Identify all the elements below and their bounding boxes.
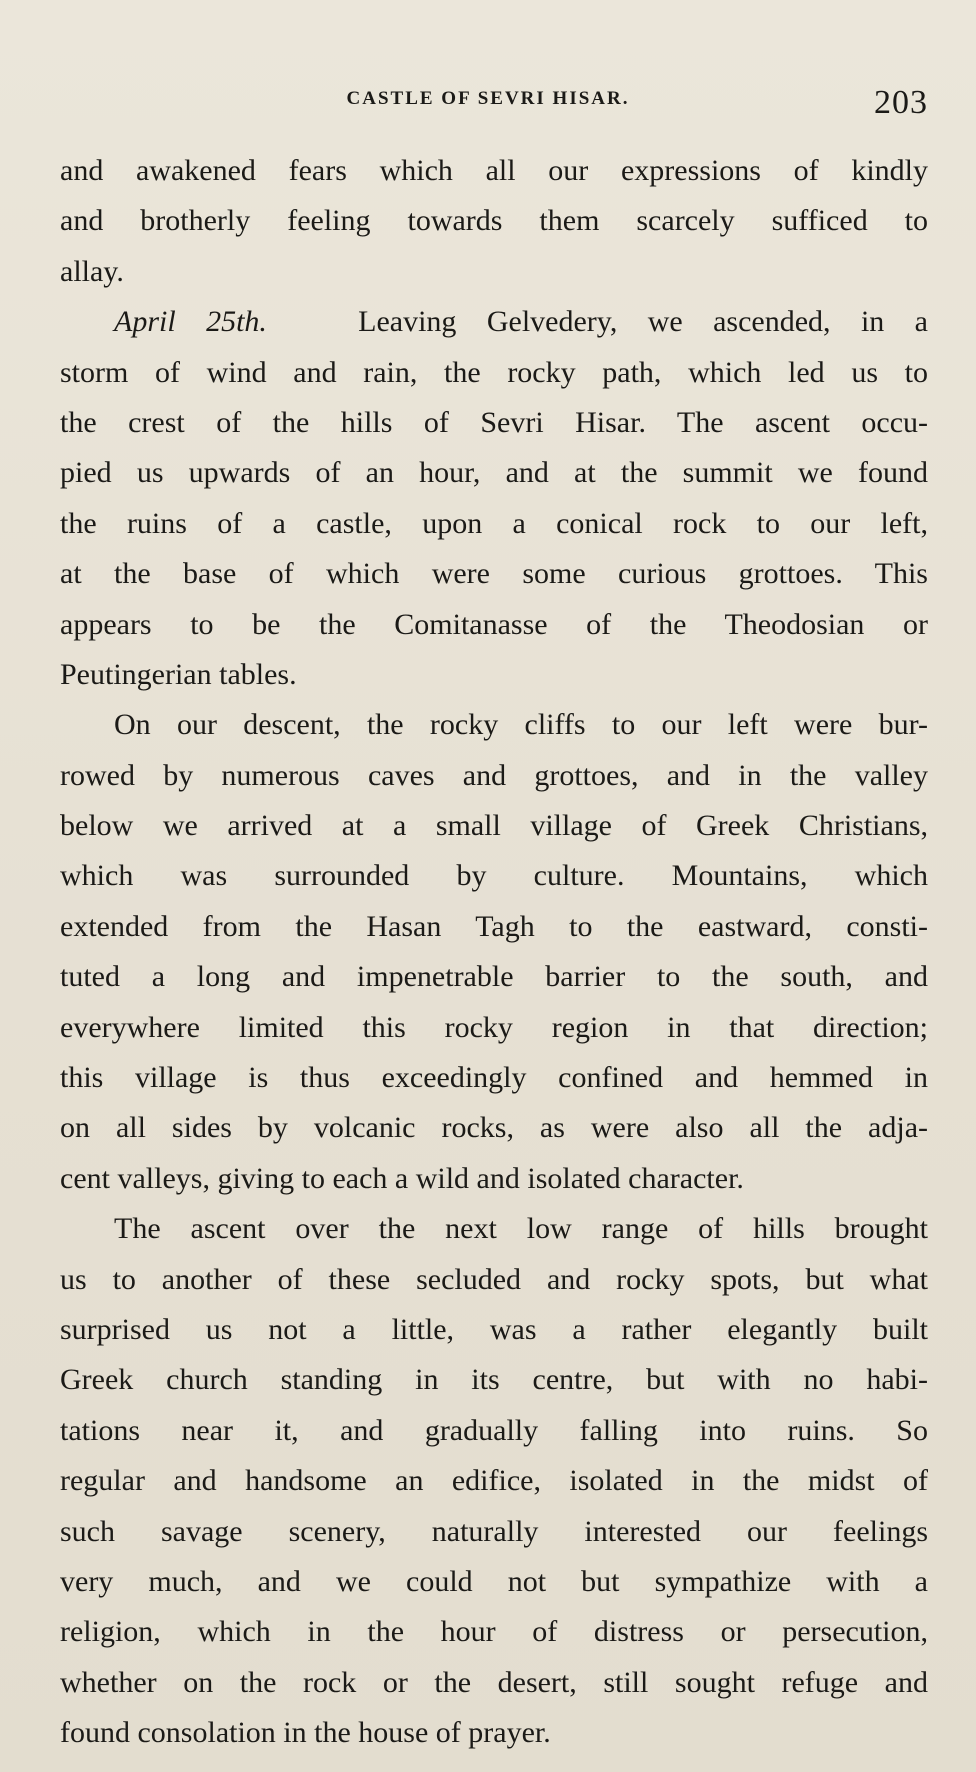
text-line: the ruins of a castle, upon a conical rock to our left, bbox=[60, 506, 928, 540]
body-text bbox=[60, 146, 928, 1759]
text-line: whether on the rock or the desert, still sought refuge and bbox=[60, 1665, 928, 1699]
text-line: extended from the Hasan Tagh to the eastward, consti- bbox=[60, 909, 928, 943]
text-line: and brotherly feeling towards them scarcely sufficed to bbox=[60, 204, 928, 238]
text-line: very much, and we could not but sympathize with a bbox=[60, 1564, 928, 1598]
page-number: 203 bbox=[874, 84, 928, 121]
text-line: this village is thus exceedingly confined and hemmed in bbox=[60, 1061, 928, 1095]
text-line: and awakened fears which all our expressions of kindly bbox=[60, 154, 928, 187]
paragraph bbox=[60, 146, 928, 297]
text-line: tuted a long and impenetrable barrier to the south, and bbox=[60, 960, 928, 994]
text-line: The ascent over the next low range of hills brought bbox=[114, 1212, 928, 1246]
text-line: cent valleys, giving to each a wild and isolated character. bbox=[60, 1161, 744, 1195]
text-line: which was surrounded by culture. Mountains, which bbox=[60, 859, 928, 893]
text-line: such savage scenery, naturally interested our feelings bbox=[60, 1514, 928, 1548]
text-line: us to another of these secluded and rocky spots, but what bbox=[60, 1262, 928, 1296]
text-line: regular and handsome an edifice, isolated in the midst of bbox=[60, 1464, 928, 1498]
text-line: surprised us not a little, was a rather elegantly built bbox=[60, 1312, 928, 1346]
text-line: on all sides by volcanic rocks, as were also all the adja- bbox=[60, 1111, 928, 1145]
text-fragment: Leaving Gelvedery, we ascended, in a bbox=[358, 305, 929, 339]
text-line bbox=[60, 297, 928, 347]
text-line: religion, which in the hour of distress or persecution, bbox=[60, 1615, 928, 1649]
text-line: at the base of which were some curious grottoes. This bbox=[60, 557, 928, 591]
page-header bbox=[0, 84, 976, 124]
text-line: below we arrived at a small village of Greek Christians, bbox=[60, 809, 928, 843]
text-line: Peutingerian tables. bbox=[60, 657, 297, 691]
text-line: tations near it, and gradually falling into ruins. So bbox=[60, 1413, 928, 1447]
text-line: storm of wind and rain, the rocky path, which led us to bbox=[60, 355, 928, 389]
dateline: April 25th. bbox=[114, 305, 267, 339]
paragraph bbox=[60, 700, 928, 1204]
text-line: allay. bbox=[60, 254, 124, 288]
paragraph bbox=[60, 1204, 928, 1758]
text-line: On our descent, the rocky cliffs to our left were bur- bbox=[114, 708, 928, 742]
paragraph bbox=[60, 297, 928, 700]
text-line: found consolation in the house of prayer. bbox=[60, 1716, 551, 1750]
running-head: CASTLE OF SEVRI HISAR. bbox=[346, 88, 630, 109]
text-line: the crest of the hills of Sevri Hisar. The ascent occu- bbox=[60, 405, 928, 439]
text-line: appears to be the Comitanasse of the Theodosian or bbox=[60, 607, 928, 641]
text-line: rowed by numerous caves and grottoes, and in the valley bbox=[60, 758, 928, 792]
text-line: Greek church standing in its centre, but with no habi- bbox=[60, 1363, 928, 1397]
text-line: pied us upwards of an hour, and at the summit we found bbox=[60, 456, 928, 490]
text-line: everywhere limited this rocky region in that direction; bbox=[60, 1010, 928, 1044]
